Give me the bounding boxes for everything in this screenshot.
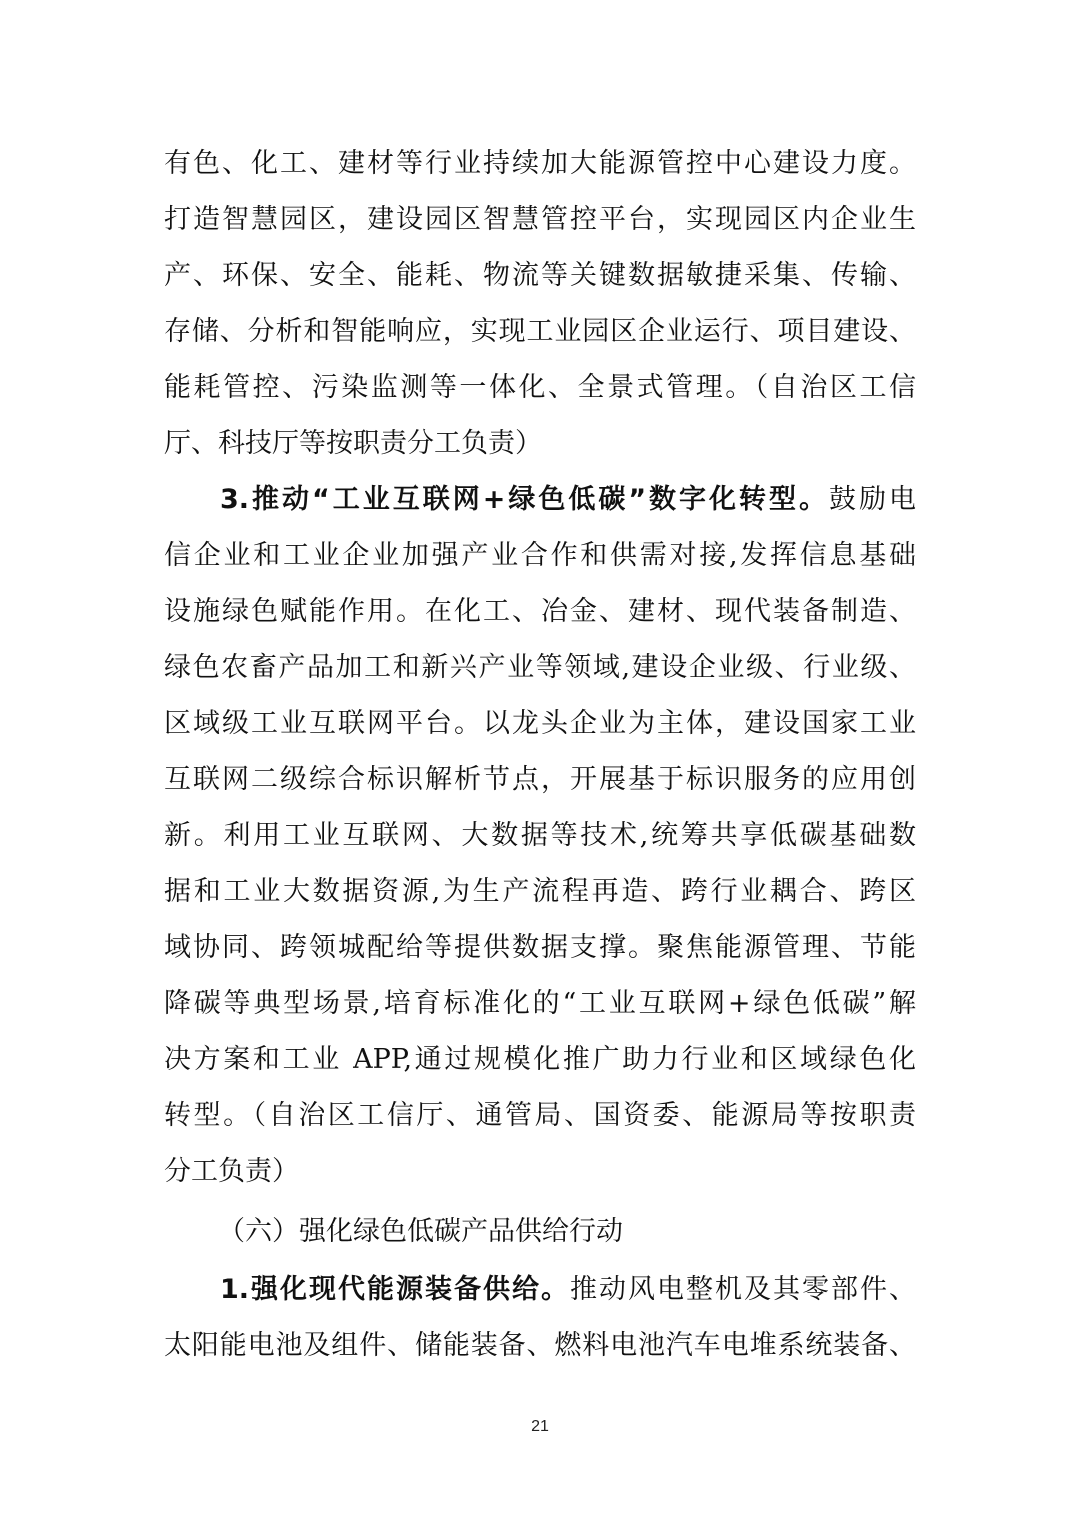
paragraph-line: 据和工业大数据资源,为生产流程再造、跨行业耦合、跨区	[164, 876, 916, 907]
paragraph-line: 转型。（自治区工信厅、通管局、国资委、能源局等按职责	[164, 1100, 916, 1131]
paragraph-line: 互联网二级综合标识解析节点，开展基于标识服务的应用创	[164, 764, 916, 795]
paragraph-line: 设施绿色赋能作用。在化工、冶金、建材、现代装备制造、	[164, 596, 916, 627]
item1-first-line	[220, 1272, 916, 1308]
paragraph-line: 降碳等典型场景,培育标准化的“工业互联网+绿色低碳”解	[164, 988, 916, 1019]
paragraph-line: 信企业和工业企业加强产业合作和供需对接,发挥信息基础	[164, 540, 916, 571]
item1-heading: 1.强化现代能源装备供给。	[220, 1274, 571, 1305]
paragraph-line: 太阳能电池及组件、储能装备、燃料电池汽车电堆系统装备、	[164, 1330, 916, 1361]
item1-first-line-rest: 推动风电整机及其零部件、	[570, 1274, 917, 1305]
item3-first-line	[220, 482, 916, 518]
paragraph-line: 能耗管控、污染监测等一体化、全景式管理。（自治区工信	[164, 372, 916, 403]
paragraph-line: 区域级工业互联网平台。以龙头企业为主体，建设国家工业	[164, 708, 916, 739]
paragraph-line: 新。利用工业互联网、大数据等技术,统筹共享低碳基础数	[164, 820, 916, 851]
page-number: 21	[531, 1418, 549, 1435]
paragraph-line: 产、环保、安全、能耗、物流等关键数据敏捷采集、传输、	[164, 260, 916, 291]
section-heading: （六）强化绿色低碳产品供给行动	[218, 1216, 623, 1247]
item3-first-line-rest: 鼓励电	[829, 484, 917, 515]
paragraph-line: 有色、化工、建材等行业持续加大能源管控中心建设力度。	[164, 148, 916, 179]
paragraph-line: 厅、科技厅等按职责分工负责）	[164, 428, 542, 459]
paragraph-line: 域协同、跨领城配给等提供数据支撑。聚焦能源管理、节能	[164, 932, 916, 963]
item3-heading: 3.推动“工业互联网+绿色低碳”数字化转型。	[220, 484, 830, 515]
paragraph-line: 决方案和工业 APP,通过规模化推广助力行业和区域绿色化	[164, 1044, 916, 1075]
paragraph-line: 打造智慧园区，建设园区智慧管控平台，实现园区内企业生	[164, 204, 916, 235]
paragraph-line: 存储、分析和智能响应，实现工业园区企业运行、项目建设、	[164, 316, 916, 347]
paragraph-line: 绿色农畜产品加工和新兴产业等领域,建设企业级、行业级、	[164, 652, 916, 683]
paragraph-line: 分工负责）	[164, 1156, 299, 1187]
